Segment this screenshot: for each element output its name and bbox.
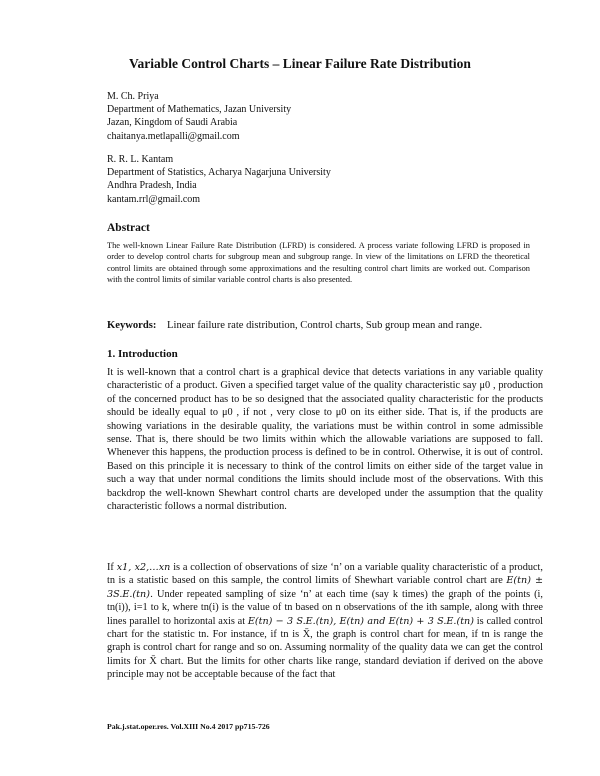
author-2-email[interactable]: kantam.rrl@gmail.com [107,193,201,205]
abstract-heading: Abstract [107,222,150,234]
p2-text-b: is a collection of observations of size ‘n’ on a variable quality characteristic of a product, tn is a statistic based on this sample, the control limits of Shewhart variable control chart are [107,562,543,587]
author-2-block [107,153,331,206]
p2-text-d: is called control chart for the statistic tn. For instance, if tn is X̄, the graph is control chart for mean, if tn is range the graph is control chart for range and so on. Assuming normality of the quality data we can get the control limits for X̄ chart. But the limits for other charts like range, standard deviation if derived on the above principle may not be acceptable because of the fact that [107,615,543,681]
p2-text-a: If [107,562,114,573]
author-1-place: Jazan, Kingdom of Saudi Arabia [107,117,238,129]
keywords-line: Keywords: Linear failure rate distribution, Control charts, Sub group mean and range. [107,320,483,331]
keywords-label: Keywords [107,320,153,331]
intro-paragraph-2 [107,561,543,682]
author-2-name: R. R. L. Kantam [107,154,174,165]
introduction-heading: 1. Introduction [107,348,178,360]
abstract-text: The well-known Linear Failure Rate Distribution (LFRD) is considered. A process variate following LFRD is proposed in order to develop control charts for subgroup mean and subgroup range. In view of the limitations on LFRD the theoretical control limits are obtained through some approximations and the resulting control chart limits are worked out. Comparison with the control limits of similar variable control charts is also presented. [107,241,530,284]
journal-footer: Pak.j.stat.oper.res. Vol.XIII No.4 2017 pp715-726 [107,722,270,731]
keywords-text: Linear failure rate distribution, Control charts, Sub group mean and range. [167,320,483,331]
p2-math-lines: E(tn) − 3 S.E.(tn), E(tn) and E(tn) + 3 S.E.(tn) [247,615,474,627]
author-1-block [107,90,291,143]
author-1-dept: Department of Mathematics, Jazan University [107,104,292,116]
author-1-name: M. Ch. Priya [107,91,159,102]
paper-title: Variable Control Charts – Linear Failure Rate Distribution [129,56,471,71]
p2-text-c: Under repeated sampling of size ‘n’ at each time (say k times) the graph of the points (i, tn(i)), i=1 to k, where tn(i) is the value of tn based on n observations of the ith sample, along with three lines parallel to horizontal axis at [107,588,543,627]
p2-math-sample: x1, x2,…xn [116,562,171,573]
author-2-place: Andhra Pradesh, India [107,180,197,192]
intro-paragraph-1: It is well-known that a control chart is a graphical device that detects variations in any variable quality characteristic of a product. Given a specified target value of the quality characteristic say μ0 , production of the concerned product has to be so designed that the associated quality characteristic for the products should be ideally equal to μ0 , if not , very close to μ0 on its either side. That is, if the products are showing variations in the desirable quality, the variations must be within control in some admissible sense. That is, there should be two limits within which the allowable variations are supposed to fall. Whenever this happens, the production process is defined to be in control. Otherwise, it is out of control. Based on this principle it is necessary to think of the control limits on either side of the target value in such a way that under normal conditions the limits should include most of the observations. With this backdrop the well-known Shewhart control charts are developed under the assumption that the quality characteristic follows a normal distribution. [107,367,543,513]
author-1-email[interactable]: chaitanya.metlapalli@gmail.com [107,130,240,142]
p2-math-limits: E(tn) ± 3S.E.(tn). [107,575,543,600]
author-2-dept: Department of Statistics, Acharya Nagarjuna University [107,167,331,179]
